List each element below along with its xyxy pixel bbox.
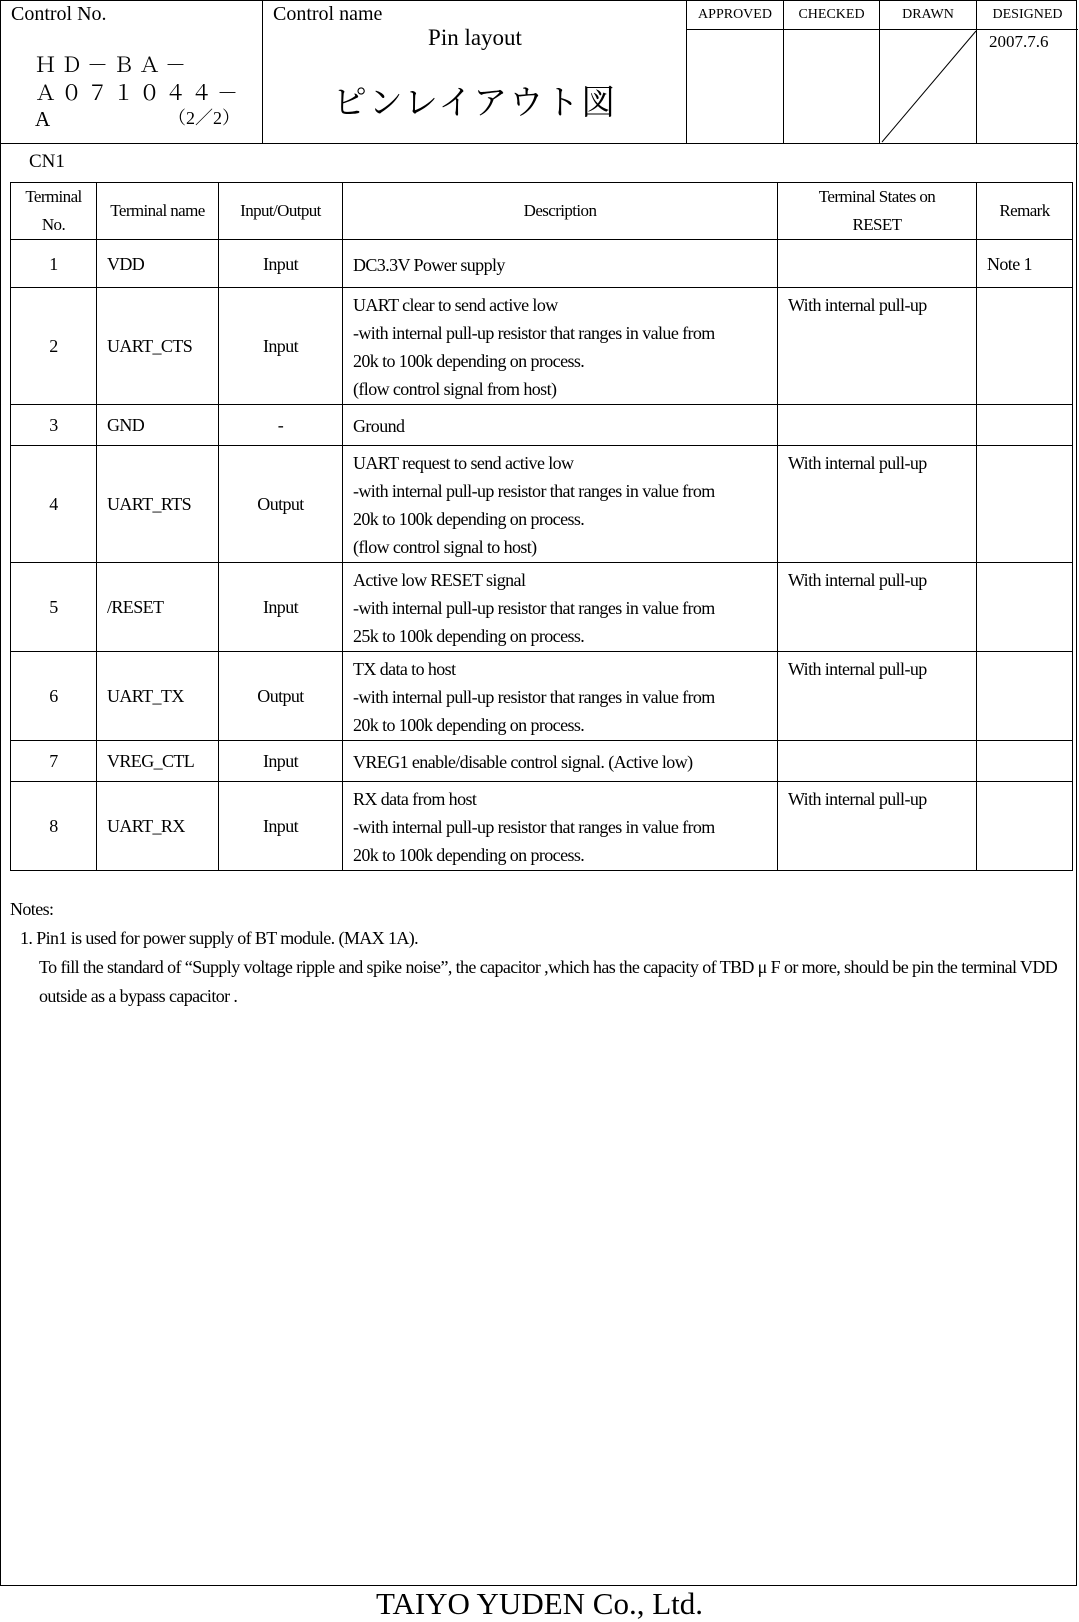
terminal-state-cell — [778, 240, 977, 288]
terminal-state-cell — [778, 741, 977, 782]
note-1-heading: 1. Pin1 is used for power supply of BT module. (MAX 1A). — [20, 928, 419, 948]
terminal-state-cell: With internal pull-up — [778, 563, 977, 652]
document-title-jp: ピンレイアウト図 — [332, 83, 618, 123]
io-cell: Input — [219, 782, 343, 871]
designed-date: 2007.7.6 — [989, 32, 1049, 51]
checked-cell — [784, 1, 880, 143]
description-line: Ground — [353, 416, 405, 436]
terminal-name-cell: VREG_CTL — [97, 741, 219, 782]
header-terminal-name: Terminal name — [97, 183, 219, 240]
approved-label: APPROVED — [687, 1, 783, 30]
diagonal-slash — [880, 30, 977, 143]
terminal-state-cell: With internal pull-up — [778, 446, 977, 563]
control-name-cell — [263, 1, 687, 143]
header-terminal-states: Terminal States on RESET — [778, 183, 977, 240]
description-line: TX data to host — [353, 659, 456, 679]
table-header-row — [11, 183, 1073, 240]
description-cell — [343, 652, 778, 741]
header-remark: Remark — [977, 183, 1073, 240]
io-cell: Output — [219, 652, 343, 741]
terminal-name-cell: UART_CTS — [97, 288, 219, 405]
description-cell — [343, 405, 778, 446]
description-line: -with internal pull-up resistor that ranges in value from — [353, 481, 715, 501]
terminal-state-cell — [778, 405, 977, 446]
connector-label: CN1 — [29, 151, 65, 172]
page-number: （2／2） — [168, 108, 240, 128]
description-cell — [343, 741, 778, 782]
terminal-name-cell: /RESET — [97, 563, 219, 652]
table-row — [11, 652, 1073, 741]
terminal-name-cell: VDD — [97, 240, 219, 288]
pin-table — [10, 182, 1073, 871]
description-line: (flow control signal to host) — [353, 537, 537, 557]
description-line: 20k to 100k depending on process. — [353, 509, 585, 529]
terminal-no-cell: 4 — [11, 446, 97, 563]
description-line: DC3.3V Power supply — [353, 254, 505, 275]
remark-cell — [977, 652, 1073, 741]
io-cell: Input — [219, 240, 343, 288]
terminal-no-cell: 2 — [11, 288, 97, 405]
title-block — [1, 1, 1078, 144]
terminal-name-cell: GND — [97, 405, 219, 446]
control-number-line1: ＨＤ－ＢＡ－ — [35, 53, 191, 77]
approved-cell — [687, 1, 784, 143]
terminal-name-cell: UART_RX — [97, 782, 219, 871]
remark-cell — [977, 782, 1073, 871]
io-cell: Output — [219, 446, 343, 563]
terminal-name-cell: UART_TX — [97, 652, 219, 741]
notes-title: Notes: — [10, 899, 54, 919]
description-line: 20k to 100k depending on process. — [353, 845, 585, 865]
drawn-label: DRAWN — [880, 1, 976, 30]
io-cell: Input — [219, 288, 343, 405]
description-cell — [343, 563, 778, 652]
description-line: UART clear to send active low — [353, 295, 558, 315]
table-row — [11, 563, 1073, 652]
checked-label: CHECKED — [784, 1, 879, 30]
terminal-no-cell: 1 — [11, 240, 97, 288]
description-cell — [343, 240, 778, 288]
description-line: -with internal pull-up resistor that ranges in value from — [353, 323, 715, 343]
terminal-state-cell: With internal pull-up — [778, 652, 977, 741]
description-line: (flow control signal from host) — [353, 379, 557, 399]
description-line: 20k to 100k depending on process. — [353, 351, 585, 371]
terminal-state-cell: With internal pull-up — [778, 782, 977, 871]
control-number-line2: Ａ０７１０４４－A — [35, 81, 243, 131]
document-title-en: Pin layout — [428, 25, 522, 50]
description-cell — [343, 288, 778, 405]
table-row — [11, 240, 1073, 288]
table-row — [11, 782, 1073, 871]
remark-cell — [977, 446, 1073, 563]
description-line: 20k to 100k depending on process. — [353, 715, 585, 735]
table-row — [11, 741, 1073, 782]
io-cell: - — [219, 405, 343, 446]
company-name: TAIYO YUDEN Co., Ltd. — [376, 1586, 703, 1621]
io-cell: Input — [219, 563, 343, 652]
description-line: VREG1 enable/disable control signal. (Active low) — [353, 752, 693, 772]
note-1-body: To fill the standard of “Supply voltage ripple and spike noise”, the capacitor ,which has the capacity of TBD μ F or more, should be pin the terminal VDD outside as a bypass capacitor . — [39, 957, 1058, 1006]
terminal-name-cell: UART_RTS — [97, 446, 219, 563]
terminal-no-cell: 8 — [11, 782, 97, 871]
description-line: 25k to 100k depending on process. — [353, 626, 585, 646]
description-line: -with internal pull-up resistor that ranges in value from — [353, 598, 715, 618]
remark-cell — [977, 741, 1073, 782]
header-terminal-no: Terminal No. — [11, 183, 97, 240]
control-name-label: Control name — [273, 3, 383, 25]
designed-cell — [977, 1, 1078, 143]
description-cell — [343, 782, 778, 871]
control-number-label: Control No. — [11, 3, 107, 25]
description-line: -with internal pull-up resistor that ranges in value from — [353, 687, 715, 707]
description-cell — [343, 446, 778, 563]
terminal-no-cell: 5 — [11, 563, 97, 652]
terminal-no-cell: 6 — [11, 652, 97, 741]
notes — [10, 895, 1070, 1011]
designed-label: DESIGNED — [977, 1, 1078, 30]
remark-cell: Note 1 — [977, 240, 1073, 288]
remark-cell — [977, 288, 1073, 405]
description-line: RX data from host — [353, 789, 477, 809]
remark-cell — [977, 563, 1073, 652]
drawn-cell — [880, 1, 977, 143]
io-cell: Input — [219, 741, 343, 782]
terminal-no-cell: 3 — [11, 405, 97, 446]
header-description: Description — [343, 183, 778, 240]
header-input-output: Input/Output — [219, 183, 343, 240]
description-line: UART request to send active low — [353, 453, 574, 473]
description-line: Active low RESET signal — [353, 570, 526, 590]
table-row — [11, 288, 1073, 405]
table-row — [11, 405, 1073, 446]
table-row — [11, 446, 1073, 563]
remark-cell — [977, 405, 1073, 446]
description-line: -with internal pull-up resistor that ranges in value from — [353, 817, 715, 837]
terminal-state-cell: With internal pull-up — [778, 288, 977, 405]
terminal-no-cell: 7 — [11, 741, 97, 782]
control-number-cell — [1, 1, 263, 143]
pin-rows — [11, 240, 1073, 871]
